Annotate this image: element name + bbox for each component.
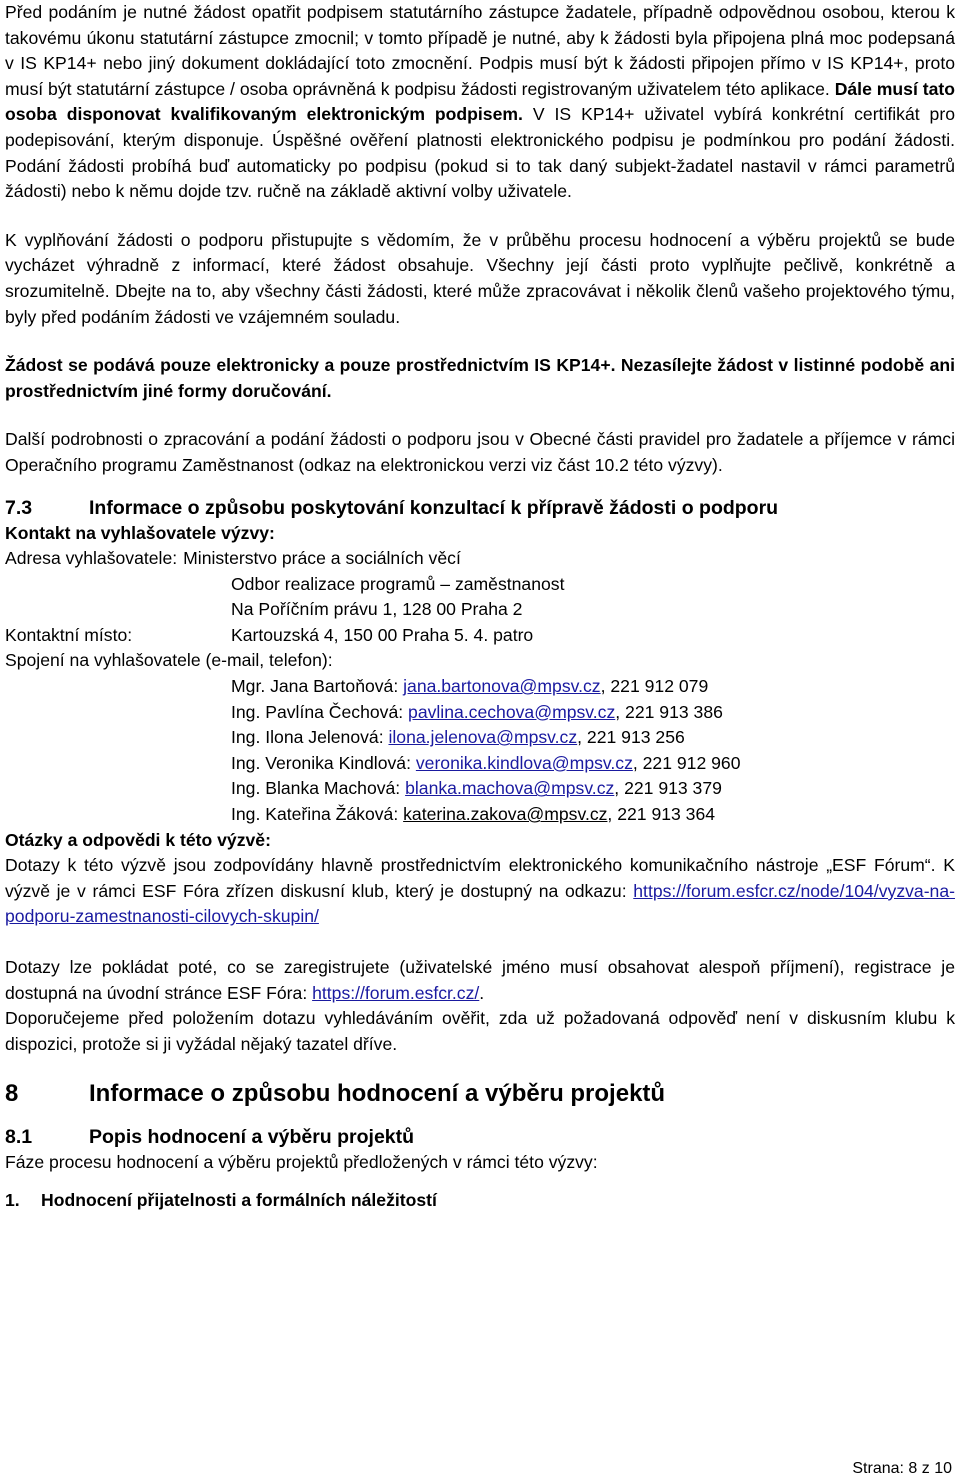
para1-s1: Před podáním je nutné žádost opatřit podpisem statutárního zástupce žadatele, případně odpovědnou osobou, kterou k takovému úkonu statutární zástupce zmocnil; v tomto případě je nutné, aby k žádosti byla připojena plná moc podepsaná v IS KP14+ nebo jiný dokument dokládající toto zmocnění. bbox=[5, 2, 955, 74]
paragraph-filling bbox=[5, 228, 955, 330]
para2-s3: Dbejte na to, aby všechny části žádosti, které může zpracovávat i několik členů vašeho projektového týmu, byly před podáním žádosti ve vzájemném souladu. bbox=[5, 280, 955, 327]
address-line2: Odbor realizace programů – zaměstnanost bbox=[231, 573, 565, 594]
document-page bbox=[5, 0, 955, 1214]
contact-heading: Kontakt na vyhlašovatele výzvy: bbox=[5, 522, 275, 543]
address-line3: Na Poříčním právu 1, 128 00 Praha 2 bbox=[231, 599, 523, 620]
section-8-1-heading bbox=[5, 1124, 955, 1150]
address-row bbox=[5, 546, 955, 572]
person-name: Ing. Kateřina Žáková: bbox=[231, 804, 404, 825]
person-phone: , 221 913 364 bbox=[607, 804, 716, 825]
para2-s1: K vyplňování žádosti o podporu přistupujte s vědomím, že v průběhu procesu hodnocení a výběru projektů se bude vycházet výhradně z informací, které žádost obsahuje. bbox=[5, 229, 955, 276]
phases-intro: Fáze procesu hodnocení a výběru projektů předložených v rámci této výzvy: bbox=[5, 1152, 598, 1173]
para1-s5: Úspěšné ověření platnosti elektronického podpisu je podmínkou pro podání žádosti. bbox=[272, 129, 956, 150]
section-title: Informace o způsobu poskytování konzultací k přípravě žádosti o podporu bbox=[89, 496, 779, 519]
paragraph-electronic-only: Žádost se podává pouze elektronicky a pouze prostřednictvím IS KP14+. Nezasílejte žádost v listinné podobě ani prostřednictvím jiné formy doručování. bbox=[5, 355, 955, 401]
person-phone: , 221 912 079 bbox=[600, 676, 709, 697]
section-number: 8.1 bbox=[5, 1126, 33, 1149]
para2-s2: Všechny její části proto vyplňujte pečlivě, konkrétně a srozumitelně. bbox=[5, 255, 955, 301]
list-number: 1. bbox=[5, 1189, 20, 1210]
section-8-heading bbox=[5, 1078, 955, 1110]
address-line1: Ministerstvo práce a sociálních věcí bbox=[183, 548, 461, 569]
person-email-link[interactable]: jana.bartonova@mpsv.cz bbox=[403, 676, 601, 697]
person-phone: , 221 913 386 bbox=[615, 701, 723, 722]
connect-label: Spojení na vyhlašovatele (e-mail, telefon): bbox=[5, 650, 333, 671]
person-name: Ing. Pavlína Čechová: bbox=[231, 701, 409, 722]
person-name: Ing. Ilona Jelenová: bbox=[231, 727, 389, 748]
person-name: Ing. Blanka Machová: bbox=[231, 778, 406, 799]
person-phone: , 221 913 379 bbox=[614, 778, 722, 799]
qa-paragraph-2 bbox=[5, 955, 955, 1006]
section-title: Informace o způsobu hodnocení a výběru projektů bbox=[89, 1080, 666, 1108]
qa-paragraph-1 bbox=[5, 853, 955, 930]
qa-heading: Otázky a odpovědi k této výzvě: bbox=[5, 829, 271, 850]
phase-list-item bbox=[5, 1188, 955, 1214]
qa-p2-end: . bbox=[479, 982, 485, 1003]
qa-p2-text: Dotazy lze pokládat poté, co se zaregistrujete (uživatelské jméno musí obsahovat alespoň příjmení), registrace je dostupná na úvodní stránce ESF Fóra: bbox=[5, 957, 955, 1003]
person-name: Ing. Veronika Kindlová: bbox=[231, 752, 416, 773]
person-phone: , 221 913 256 bbox=[577, 727, 685, 748]
page-number-footer: Strana: 8 z 10 bbox=[852, 1460, 952, 1478]
list-text: Hodnocení přijatelnosti a formálních náležitostí bbox=[41, 1189, 437, 1210]
section-number: 8 bbox=[5, 1080, 19, 1108]
qa-p1-text: Dotazy k této výzvě jsou zodpovídány hlavně prostřednictvím elektronického komunikačního nástroje „ESF Fórum“. K výzvě je v rámci ESF Fóra zřízen diskusní klub, který je dostupný na odkazu: bbox=[5, 855, 955, 901]
para1-s2: Podpis musí být k žádosti připojen přímo v IS KP14+, proto musí být statutární zástupce / osoba oprávněná k podpisu žádosti registrovaným uživatelem této aplikace. bbox=[5, 53, 956, 99]
contact-list bbox=[5, 674, 955, 828]
person-phone: , 221 912 960 bbox=[632, 752, 741, 773]
section-number: 7.3 bbox=[5, 496, 33, 519]
person-email-link[interactable]: ilona.jelenova@mpsv.cz bbox=[388, 727, 578, 748]
para1-s6: Podání žádosti probíhá buď automaticky po podpisu (pokud si to tak daný subjekt-žadatel nastavil v rámci parametrů žádosti) nebo k němu dojde tzv. ručně na základě aktivní volby uživatele. bbox=[5, 155, 955, 202]
person-email-link[interactable]: pavlina.cechova@mpsv.cz bbox=[408, 701, 616, 722]
contact-person bbox=[5, 674, 955, 700]
person-email-link[interactable]: veronika.kindlova@mpsv.cz bbox=[415, 752, 633, 773]
contact-person bbox=[5, 751, 955, 777]
person-email-link[interactable]: blanka.machova@mpsv.cz bbox=[405, 778, 615, 799]
para1-s4: V IS KP14+ uživatel vybírá konkrétní certifikát pro podepisování, kterým disponuje. bbox=[5, 104, 955, 150]
paragraph-details: Další podrobnosti o zpracování a podání žádosti o podporu jsou v Obecné části pravidel pro žadatele a příjemce v rámci Operačního programu Zaměstnanost (odkaz na elektronickou verzi viz část 10.2 této výzvy). bbox=[5, 429, 955, 475]
contact-person bbox=[5, 700, 955, 726]
section-title: Popis hodnocení a výběru projektů bbox=[89, 1126, 415, 1149]
qa-paragraph-3: Doporučejeme před položením dotazu vyhledáváním ověřit, zda už požadovaná odpověď není v diskusním klubu k dispozici, protože si ji vyžádal nějaký tazatel dříve. bbox=[5, 1008, 955, 1054]
contact-person bbox=[5, 725, 955, 751]
person-name: Mgr. Jana Bartoňová: bbox=[231, 676, 404, 697]
address-label: Adresa vyhlašovatele: bbox=[5, 548, 178, 569]
forum-home-link[interactable]: https://forum.esfcr.cz/ bbox=[312, 982, 480, 1003]
paragraph-signature bbox=[5, 0, 955, 205]
person-email-link[interactable]: katerina.zakova@mpsv.cz bbox=[403, 804, 608, 825]
forum-club-link[interactable]: https://forum.esfcr.cz/node/104/vyzva-na-podporu-zamestnanosti-cilovych-skupin/ bbox=[5, 880, 955, 927]
section-7-3-heading bbox=[5, 495, 955, 521]
contact-person bbox=[5, 776, 955, 802]
para1-s3-bold: Dále musí tato osoba disponovat kvalifikovaným elektronickým podpisem. bbox=[5, 78, 955, 125]
place-value: Kartouzská 4, 150 00 Praha 5. 4. patro bbox=[231, 624, 534, 645]
place-label: Kontaktní místo: bbox=[5, 624, 133, 645]
contact-person bbox=[5, 802, 955, 828]
place-row bbox=[5, 623, 955, 649]
